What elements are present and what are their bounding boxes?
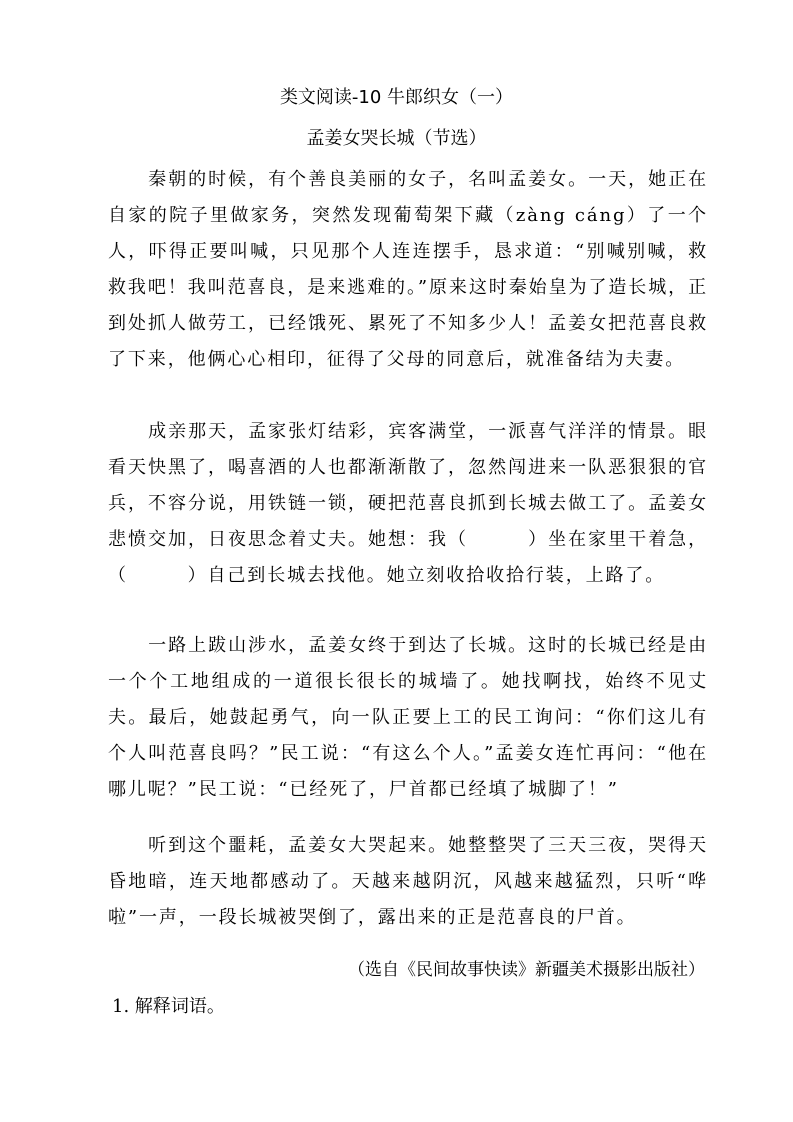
- paragraph-2: [108, 414, 708, 594]
- paragraph-1: [108, 162, 708, 378]
- paragraph-text: 一路上跋山涉水，孟姜女终于到达了长城。这时的长城已经是由一个个工地组成的一道很长很长的城墙了。她找啊找，始终不见丈夫。最后，她鼓起勇气，向一队正要上工的民工询问：“你们这儿有个人叫范喜良吗？”民工说：“有这么个人。”孟姜女连忙再问：“他在哪儿呢？”民工说：“已经死了，尸首都已经填了城脚了！”: [108, 635, 708, 800]
- paragraph-text: 成亲那天，孟家张灯结彩，宾客满堂，一派喜气洋洋的情景。眼看天快黑了，喝喜酒的人也都渐渐散了，忽然闯进来一队恶狠狠的官兵，不容分说，用铁链一锁，硬把范喜良抓到长城去做工了。孟姜女悲愤交加，日夜思念着丈夫。她想：我（ ）坐在家里干着急，（ ）自己到长城去找他。她立刻收拾收拾行装，上路了。: [108, 421, 708, 586]
- article-title: 孟姜女哭长城（节选）: [306, 128, 487, 149]
- question-1: 1. 解释词语。: [112, 996, 225, 1017]
- paragraph-text: 听到这个噩耗，孟姜女大哭起来。她整整哭了三天三夜，哭得天昏地暗，连天地都感动了。天越来越阴沉，风越来越猛烈，只听“哗啦”一声，一段长城被哭倒了，露出来的正是范喜良的尸首。: [108, 835, 708, 928]
- paragraph-text: 秦朝的时候，有个善良美丽的女子，名叫孟姜女。一天，她正在自家的院子里做家务，突然发现葡萄架下藏（zàng cáng）了一个人，吓得正要叫喊，只见那个人连连摆手，恳求道：“别喊别喊，救救我吧！我叫范喜良，是来逃难的。”原来这时秦始皇为了造长城，正到处抓人做劳工，已经饿死、累死了不知多少人！孟姜女把范喜良救了下来，他俩心心相印，征得了父母的同意后，就准备结为夫妻。: [108, 169, 708, 370]
- page-title: 类文阅读-10 牛郎织女（一）: [279, 87, 514, 108]
- paragraph-3: [108, 628, 708, 808]
- source-citation: （选自《民间故事快读》新疆美术摄影出版社）: [348, 960, 705, 980]
- paragraph-4: [108, 828, 708, 936]
